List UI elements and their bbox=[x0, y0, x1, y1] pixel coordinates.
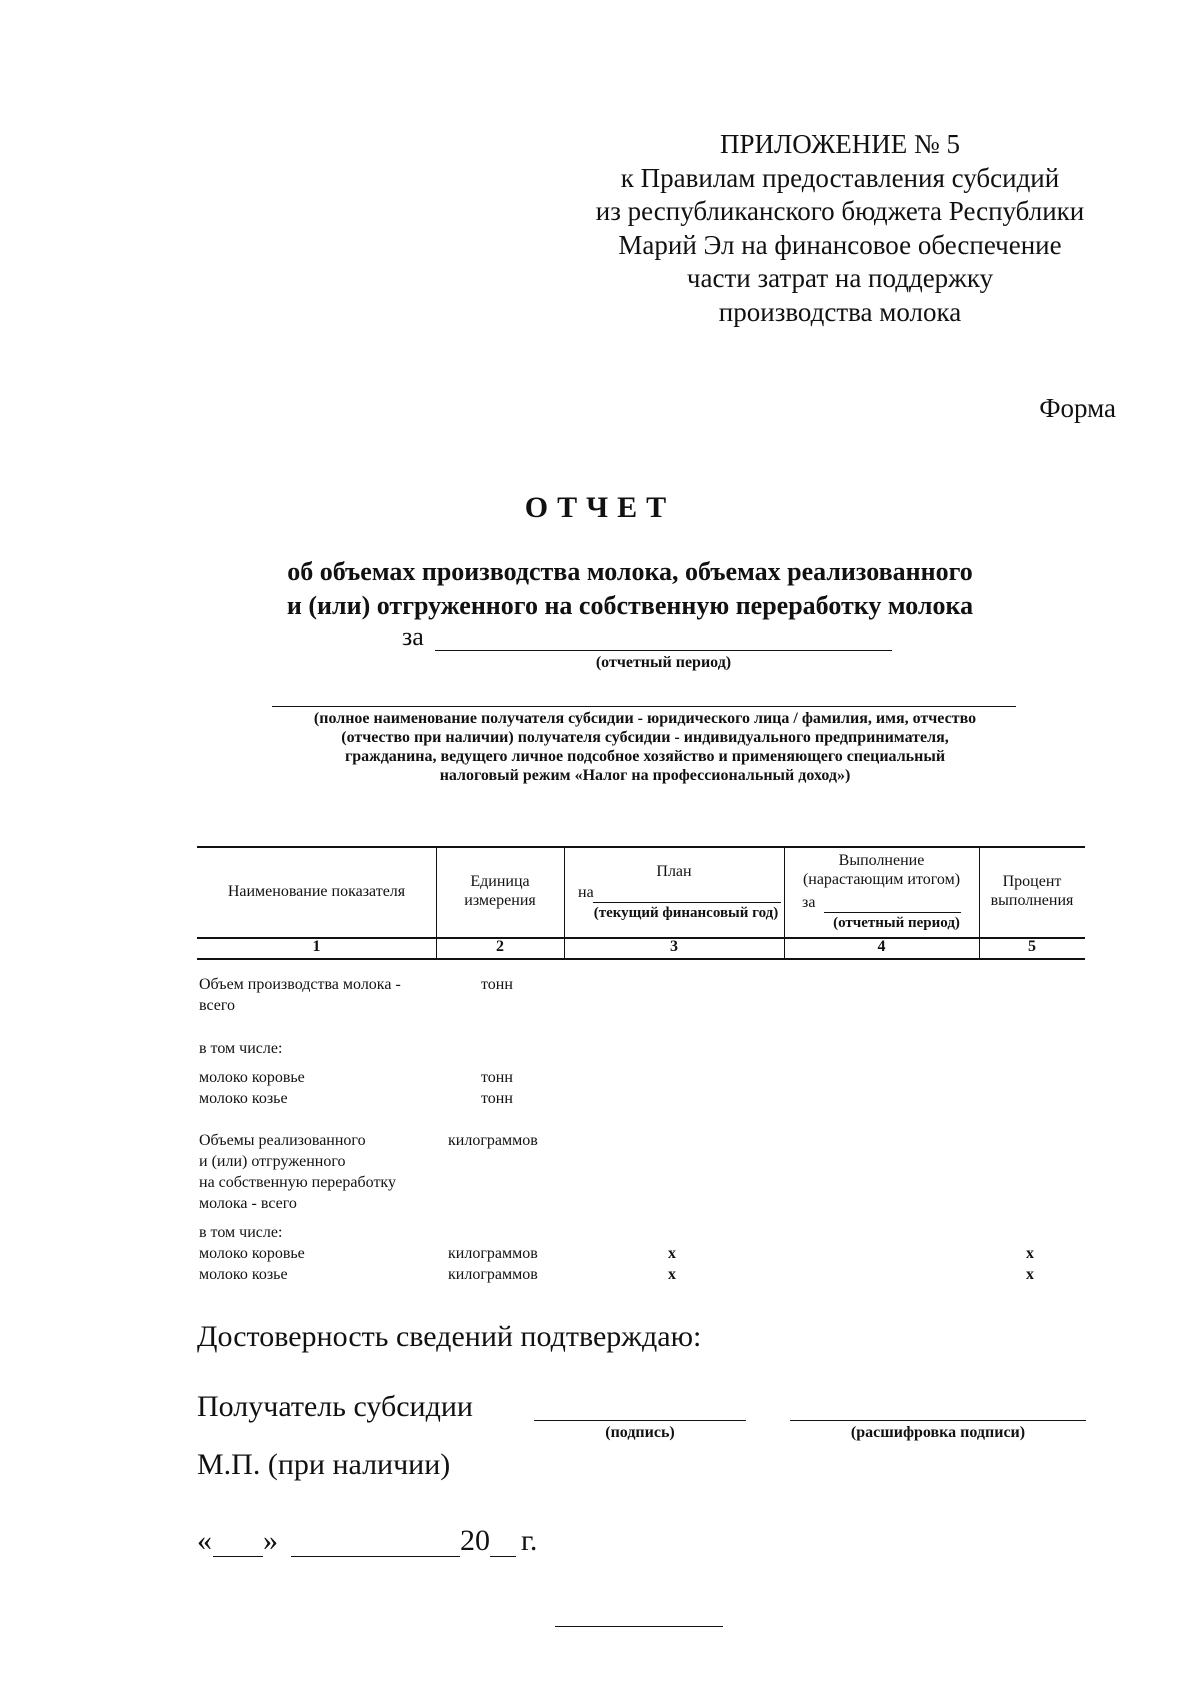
column-number: 2 bbox=[496, 938, 504, 955]
cell-text: на собственную переработку bbox=[199, 1174, 396, 1191]
column-number: 4 bbox=[877, 938, 886, 955]
cell-text: и (или) отгруженного bbox=[199, 1153, 346, 1170]
signature-decode-caption: (расшифровка подписи) bbox=[850, 1424, 1026, 1441]
row-production-total-unit: тонн bbox=[481, 976, 513, 993]
appendix-line: ПРИЛОЖЕНИЕ № 5 bbox=[719, 129, 961, 159]
row-including-label: в том числе: bbox=[199, 1040, 283, 1057]
signature-caption: (подпись) bbox=[605, 1424, 675, 1441]
header-percent-line: Процент bbox=[1002, 873, 1062, 890]
row-sold-goat-milk-unit: килограммов bbox=[448, 1266, 538, 1283]
recipient-caption-line: гражданина, ведущего личное подсобное хозяйство и применяющего специальный bbox=[344, 748, 946, 765]
appendix-line: к Правилам предоставления субсидий bbox=[620, 162, 1060, 193]
date-close-quote: » bbox=[263, 1524, 278, 1557]
subtitle-line: об объемах производства молока, объемах реализованного bbox=[287, 557, 973, 586]
row-goat-milk-unit: тонн bbox=[481, 1090, 513, 1107]
date-year-blank[interactable] bbox=[490, 1556, 516, 1557]
recipient-caption-line: (полное наименование получателя субсидии - юридического лица / фамилия, имя, отчество bbox=[313, 710, 977, 727]
header-percent bbox=[979, 872, 1085, 910]
recipient-caption-line: (отчество при наличии) получателя субсидии - индивидуального предпринимателя, bbox=[341, 729, 949, 746]
header-percent-line: выполнения bbox=[990, 892, 1074, 909]
row-sold-cow-milk-name: молоко коровье bbox=[199, 1245, 305, 1262]
report-subtitle bbox=[230, 555, 1030, 623]
cell-text: всего bbox=[199, 997, 236, 1014]
recipient-label: Получатель субсидии bbox=[197, 1390, 473, 1423]
header-execution-za: за bbox=[802, 894, 816, 911]
column-number: 5 bbox=[1028, 938, 1036, 955]
confirmation-text: Достоверность сведений подтверждаю: bbox=[197, 1320, 702, 1353]
form-label: Форма bbox=[1039, 393, 1116, 423]
header-execution-caption: (отчетный период) bbox=[833, 915, 960, 931]
recipient-caption bbox=[250, 709, 1040, 785]
header-plan-title: План bbox=[656, 863, 692, 880]
footer-divider bbox=[555, 1626, 723, 1627]
header-execution bbox=[784, 851, 979, 889]
period-blank-line[interactable] bbox=[435, 650, 892, 651]
date-day-blank[interactable] bbox=[213, 1556, 263, 1557]
row-including-label: в том числе: bbox=[199, 1224, 283, 1241]
period-label: за bbox=[402, 622, 424, 651]
header-plan-na: на bbox=[578, 884, 594, 901]
row-sold-cow-milk-percent: x bbox=[1026, 1245, 1034, 1262]
signature-blank-line[interactable] bbox=[534, 1420, 746, 1421]
date-year-prefix: 20 bbox=[460, 1524, 490, 1557]
header-execution-line: Выполнение bbox=[838, 852, 925, 869]
column-number: 1 bbox=[312, 938, 321, 955]
period-caption: (отчетный период) bbox=[595, 654, 732, 671]
header-execution-blank-line bbox=[824, 912, 961, 913]
header-indicator-name: Наименование показателя bbox=[227, 883, 406, 900]
header-plan-blank-line bbox=[593, 902, 781, 903]
date-open-quote: « bbox=[197, 1524, 212, 1557]
cell-text: Объем производства молока - bbox=[199, 976, 401, 993]
row-sold-total-name bbox=[199, 1130, 396, 1214]
appendix-line: производства молока bbox=[718, 296, 962, 327]
signature-decode-blank-line[interactable] bbox=[790, 1420, 1086, 1421]
date-month-blank[interactable] bbox=[291, 1556, 460, 1557]
table-numbers-border bbox=[197, 958, 1085, 960]
header-unit-line: измерения bbox=[464, 892, 536, 909]
row-sold-goat-milk-name: молоко козье bbox=[199, 1266, 288, 1283]
header-unit-line: Единица bbox=[470, 873, 530, 890]
row-cow-milk-unit: тонн bbox=[481, 1069, 513, 1086]
stamp-label: М.П. (при наличии) bbox=[197, 1448, 451, 1481]
subtitle-line: и (или) отгруженного на собственную переработку молока bbox=[286, 591, 974, 620]
cell-text: молока - всего bbox=[199, 1195, 297, 1212]
row-cow-milk-name: молоко коровье bbox=[199, 1069, 305, 1086]
row-sold-total-unit: килограммов bbox=[448, 1132, 538, 1149]
appendix-line: части затрат на поддержку bbox=[686, 263, 994, 293]
recipient-caption-line: налоговый режим «Налог на профессиональный доход») bbox=[439, 767, 851, 784]
appendix-header bbox=[560, 128, 1120, 329]
row-sold-goat-milk-plan: x bbox=[668, 1266, 676, 1283]
appendix-line: Марий Эл на финансовое обеспечение bbox=[618, 229, 1062, 260]
row-sold-goat-milk-percent: x bbox=[1026, 1266, 1034, 1283]
header-plan-caption: (текущий финансовый год) bbox=[593, 905, 779, 921]
header-unit bbox=[436, 872, 564, 910]
row-goat-milk-name: молоко козье bbox=[199, 1090, 288, 1107]
row-sold-cow-milk-plan: x bbox=[668, 1245, 676, 1262]
date-year-suffix: г. bbox=[521, 1524, 538, 1557]
recipient-blank-line[interactable] bbox=[272, 706, 1016, 707]
header-execution-line: (нарастающим итогом) bbox=[802, 871, 961, 888]
table-top-border bbox=[197, 846, 1085, 848]
row-production-total-name bbox=[199, 974, 401, 1016]
column-number: 3 bbox=[670, 938, 678, 955]
report-title: ОТЧЕТ bbox=[524, 491, 676, 524]
row-sold-cow-milk-unit: килограммов bbox=[448, 1245, 538, 1262]
appendix-line: из республиканского бюджета Республики bbox=[595, 196, 1085, 226]
cell-text: Объемы реализованного bbox=[199, 1132, 366, 1149]
